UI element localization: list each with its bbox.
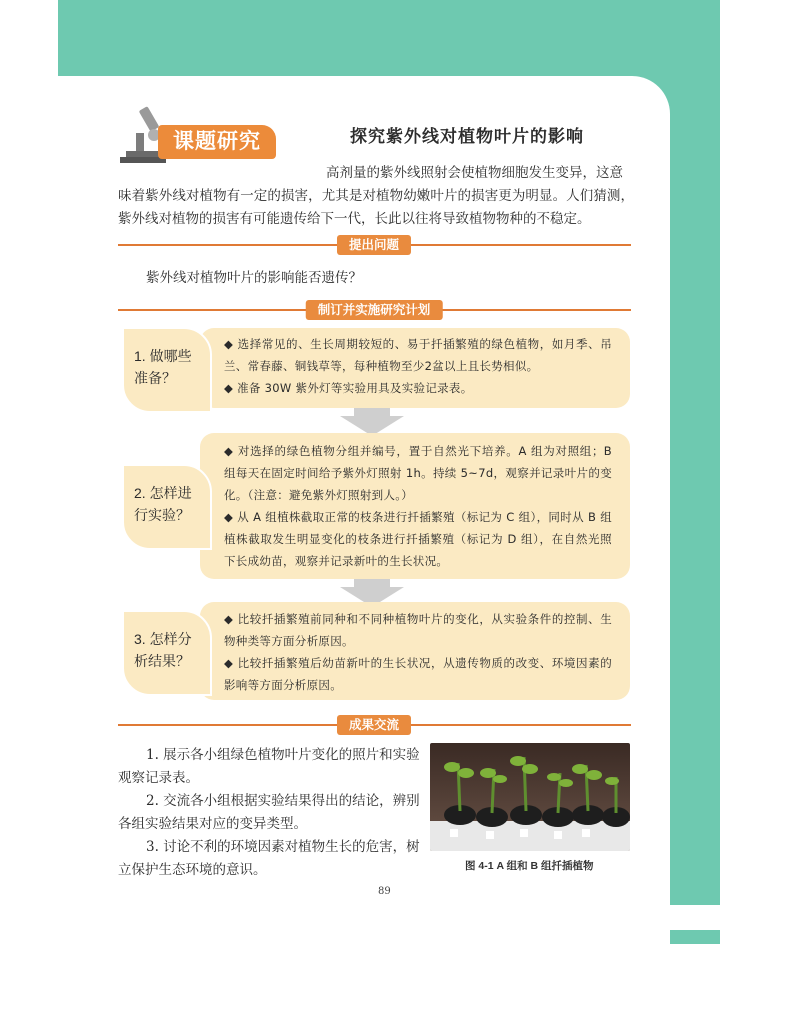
section-badge (118, 105, 278, 165)
step-2-label: 2. 怎样进行实验？ (134, 485, 192, 523)
results-item: 3. 讨论不利的环境因素对植物生长的危害，树立保护生态环境的意识。 (118, 839, 420, 878)
question-heading: 提出问题 (337, 235, 411, 255)
step-1-text: ◆ 选择常见的、生长周期较短的、易于扦插繁殖的绿色植物，如月季、吊兰、常春藤、铜钱草等，每种植物至少2盆以上且长势相似。 ◆ 准备 30W 紫外灯等实验用具及实验记录表。 (224, 337, 612, 395)
question-text: 紫外线对植物叶片的影响能否遗传？ (146, 270, 362, 286)
results-heading: 成果交流 (337, 715, 411, 735)
results-list (118, 744, 420, 882)
intro-paragraph (118, 162, 634, 231)
figure-caption: 图 4-1 A 组和 B 组扦插植物 (465, 860, 594, 872)
arrow-2-stem (354, 579, 390, 587)
step-1-tab (122, 327, 212, 413)
page-number: 89 (378, 886, 391, 897)
page-title: 探究紫外线对植物叶片的影响 (350, 127, 584, 146)
step-2-box (200, 433, 630, 579)
intro-rest: 味着紫外线对植物有一定的损害，尤其是对植物幼嫩叶片的损害更为明显。人们猜测，紫外线对植物的损害有可能遗传给下一代，长此以往将导致植物物种的不稳定。 (118, 188, 634, 227)
step-2-tab (122, 464, 212, 550)
results-item: 2. 交流各小组根据实验结果得出的结论，辨别各组实验结果对应的变异类型。 (118, 793, 420, 832)
teal-page-tab (670, 930, 720, 944)
step-3-tab (122, 610, 212, 696)
plant-cuttings-photo (430, 743, 630, 851)
step-2-text: ◆ 对选择的绿色植物分组并编号，置于自然光下培养。A 组为对照组；B 组每天在固定时间给予紫外灯照射 1h。持续 5~7d，观察并记录叶片的变化。（注意：避免紫外灯照射到人。） ◆ 从 A 组植株截取正常的枝条进行扦插繁殖（标记为 C 组），同时从 B 组植株截取发生明显变化的枝条进行扦插繁殖（标记为 D 组），在自然光照下长成幼苗，观察并记录新叶的生长状况。 (224, 444, 612, 568)
step-3-box (200, 602, 630, 700)
plan-heading: 制订并实施研究计划 (306, 300, 443, 320)
results-item: 1. 展示各小组绿色植物叶片变化的照片和实验观察记录表。 (118, 747, 420, 786)
step-3-text: ◆ 比较扦插繁殖前同种和不同种植物叶片的变化，从实验条件的控制、生物种类等方面分析原因。 ◆ 比较扦插繁殖后幼苗新叶的生长状况，从遗传物质的改变、环境因素的影响等方面分析原因。 (224, 612, 612, 692)
step-3-label: 3. 怎样分析结果？ (134, 631, 192, 669)
teal-side-band (668, 0, 720, 905)
step-1-label: 1. 做哪些准备？ (134, 348, 192, 386)
intro-first-line: 高剂量的紫外线照射会使植物细胞发生变异，这意 (326, 165, 623, 181)
badge-label: 课题研究 (158, 125, 276, 159)
step-1-box (200, 328, 630, 408)
arrow-1-stem (354, 408, 390, 416)
